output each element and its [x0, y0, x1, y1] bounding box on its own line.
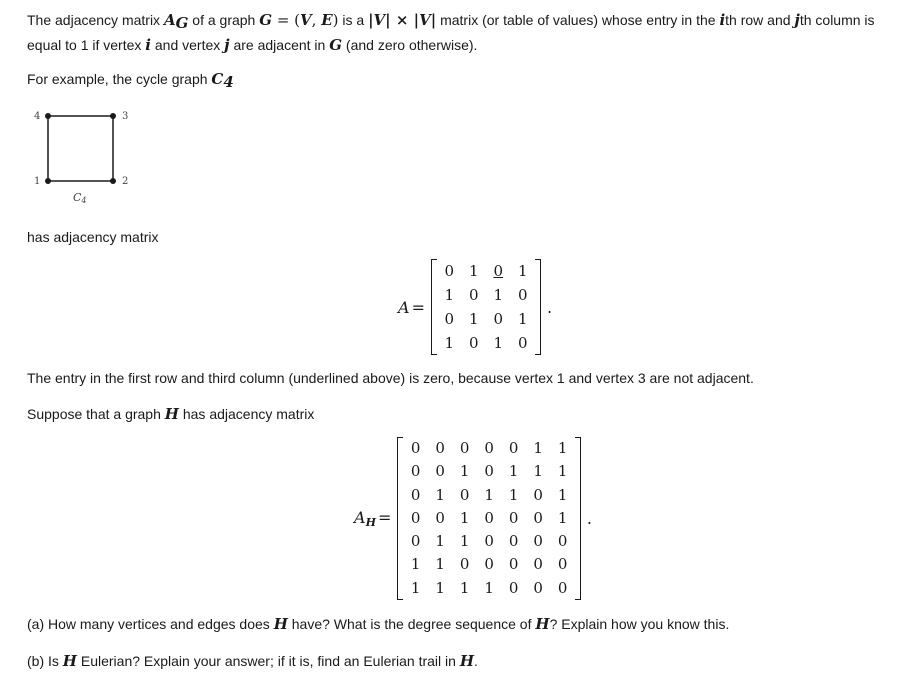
- matrix-h-cell: 0: [459, 555, 470, 574]
- matrix-h-cell: 0: [508, 508, 519, 527]
- matrix-h-cell: 1: [459, 508, 470, 527]
- matrix-a-cell: 0: [517, 334, 528, 352]
- matrix-h-cell: 0: [557, 578, 568, 597]
- entry-note: The entry in the first row and third column (underlined above) is zero, because vertex 1 and vertex 3 are not adjacent.: [27, 370, 754, 386]
- vertex-label-2: 2: [122, 176, 129, 187]
- matrix-a: [431, 259, 541, 355]
- matrix-h-cell: 1: [435, 555, 445, 574]
- matrix-h-row: [403, 507, 575, 530]
- vertex-4: [45, 113, 51, 119]
- matrix-h-cell: 1: [557, 462, 568, 481]
- cycle-graph-edges: [48, 116, 113, 181]
- matrix-a-cell: 1: [493, 286, 503, 304]
- matrix-h-cell: 0: [435, 462, 445, 481]
- matrix-a-row: [437, 331, 535, 355]
- matrix-h-row: [403, 577, 575, 600]
- matrix-h-cell: 0: [410, 508, 421, 527]
- matrix-h-cell: 1: [410, 578, 421, 597]
- matrix-h-cell: 0: [508, 532, 519, 551]
- matrix-h-cell: 0: [533, 555, 543, 574]
- matrix-h-row: [403, 530, 575, 553]
- matrix-h-cell: 1: [484, 578, 494, 597]
- matrix-h-cell: 0: [533, 532, 543, 551]
- matrix-h-cell: 0: [533, 485, 543, 504]
- matrix-h-cell: 1: [459, 578, 470, 597]
- cycle-graph: [28, 106, 138, 206]
- matrix-h-cell: 0: [459, 485, 470, 504]
- vertex-1: [45, 178, 51, 184]
- matrix-h-cell: 0: [435, 508, 445, 527]
- graph-caption: $C_4$: [73, 191, 87, 205]
- matrix-h-cell: 0: [508, 439, 519, 457]
- matrix-a-cell: 1: [468, 262, 479, 280]
- matrix-h-cell: 0: [508, 578, 519, 597]
- has-adjacency-text: has adjacency matrix: [27, 229, 159, 245]
- example-line: For example, the cycle graph $C_4$: [27, 70, 234, 91]
- matrix-h-cell: 1: [410, 555, 421, 574]
- matrix-h-cell: 0: [484, 555, 494, 574]
- matrix-a-cell: 0: [444, 262, 454, 280]
- matrix-h-cell: 1: [435, 532, 445, 551]
- matrix-h-cell: 0: [508, 555, 519, 574]
- matrix-a-cell: 1: [444, 334, 454, 352]
- matrix-h-cell: 0: [410, 532, 421, 551]
- matrix-a-cell: 1: [517, 262, 528, 280]
- vertex-3: [110, 113, 116, 119]
- matrix-a-cell: 0: [468, 286, 479, 304]
- vertex-label-1: 1: [34, 176, 41, 187]
- intro-paragraph: The adjacency matrix $A_G$ of a graph G = (V, E) is a |V| × |V| matrix (or table of values) whose entry in the ith row and jth column is equal to 1 if vertex i and vertex j are adjacent in G (and zero otherwise).: [27, 11, 875, 54]
- matrix-a-row: [437, 307, 535, 331]
- matrix-h-row: [403, 553, 575, 576]
- question-a: (a) How many vertices and edges does H have? What is the degree sequence of H? Explain how you know this.: [27, 615, 730, 633]
- matrix-h-cell: 0: [484, 439, 494, 457]
- matrix-h-cell: 1: [557, 439, 568, 457]
- matrix-a-cell: 0: [444, 310, 454, 328]
- matrix-a-cell: 0: [493, 310, 503, 328]
- matrix-h-period: .: [586, 509, 592, 529]
- matrix-h-cell: 1: [557, 508, 568, 527]
- matrix-a-cell: 0: [493, 262, 503, 280]
- matrix-h-cell: 0: [533, 578, 543, 597]
- matrix-h-cell: 1: [459, 532, 470, 551]
- matrix-a-cell: 1: [517, 310, 528, 328]
- matrix-h-cell: 0: [410, 439, 421, 457]
- matrix-a-cell: 1: [444, 286, 454, 304]
- matrix-a-cell: 0: [517, 286, 528, 304]
- matrix-h-cell: 0: [435, 439, 445, 457]
- matrix-h-cell: 0: [410, 485, 421, 504]
- matrix-h-row: [403, 437, 575, 460]
- matrix-h-cell: 1: [557, 485, 568, 504]
- matrix-a-cell: 1: [493, 334, 503, 352]
- matrix-h-cell: 1: [508, 462, 519, 481]
- matrix-h-cell: 1: [484, 485, 494, 504]
- matrix-h-cell: 0: [410, 462, 421, 481]
- matrix-h-lhs: $A_H$ =: [354, 508, 392, 530]
- matrix-a-row: [437, 259, 535, 283]
- matrix-h-equation: [354, 437, 592, 600]
- matrix-a-cell: 0: [468, 334, 479, 352]
- matrix-h-cell: 1: [533, 462, 543, 481]
- matrix-a-equation: [398, 259, 552, 355]
- matrix-h-cell: 0: [484, 532, 494, 551]
- matrix-h-cell: 0: [484, 508, 494, 527]
- matrix-h-row: [403, 460, 575, 483]
- question-b: (b) Is H Eulerian? Explain your answer; if it is, find an Eulerian trail in H.: [27, 652, 478, 670]
- matrix-h-cell: 0: [533, 508, 543, 527]
- matrix-a-row: [437, 283, 535, 307]
- suppose-line: Suppose that a graph H has adjacency matrix: [27, 405, 315, 423]
- vertex-2: [110, 178, 116, 184]
- matrix-a-period: .: [546, 297, 553, 317]
- matrix-h-row: [403, 484, 575, 507]
- matrix-a-cell: 1: [468, 310, 479, 328]
- matrix-h-cell: 1: [435, 578, 445, 597]
- vertex-label-3: 3: [122, 111, 129, 122]
- matrix-h-cell: 0: [557, 555, 568, 574]
- vertex-label-4: 4: [34, 111, 41, 122]
- matrix-h-cell: 1: [508, 485, 519, 504]
- matrix-h-cell: 1: [459, 462, 470, 481]
- matrix-h-cell: 1: [435, 485, 445, 504]
- matrix-h-cell: 0: [557, 532, 568, 551]
- matrix-h-cell: 0: [459, 439, 470, 457]
- matrix-h-cell: 1: [533, 439, 543, 457]
- matrix-h-cell: 0: [484, 462, 494, 481]
- matrix-a-lhs: A =: [398, 297, 425, 317]
- matrix-h: [397, 437, 581, 600]
